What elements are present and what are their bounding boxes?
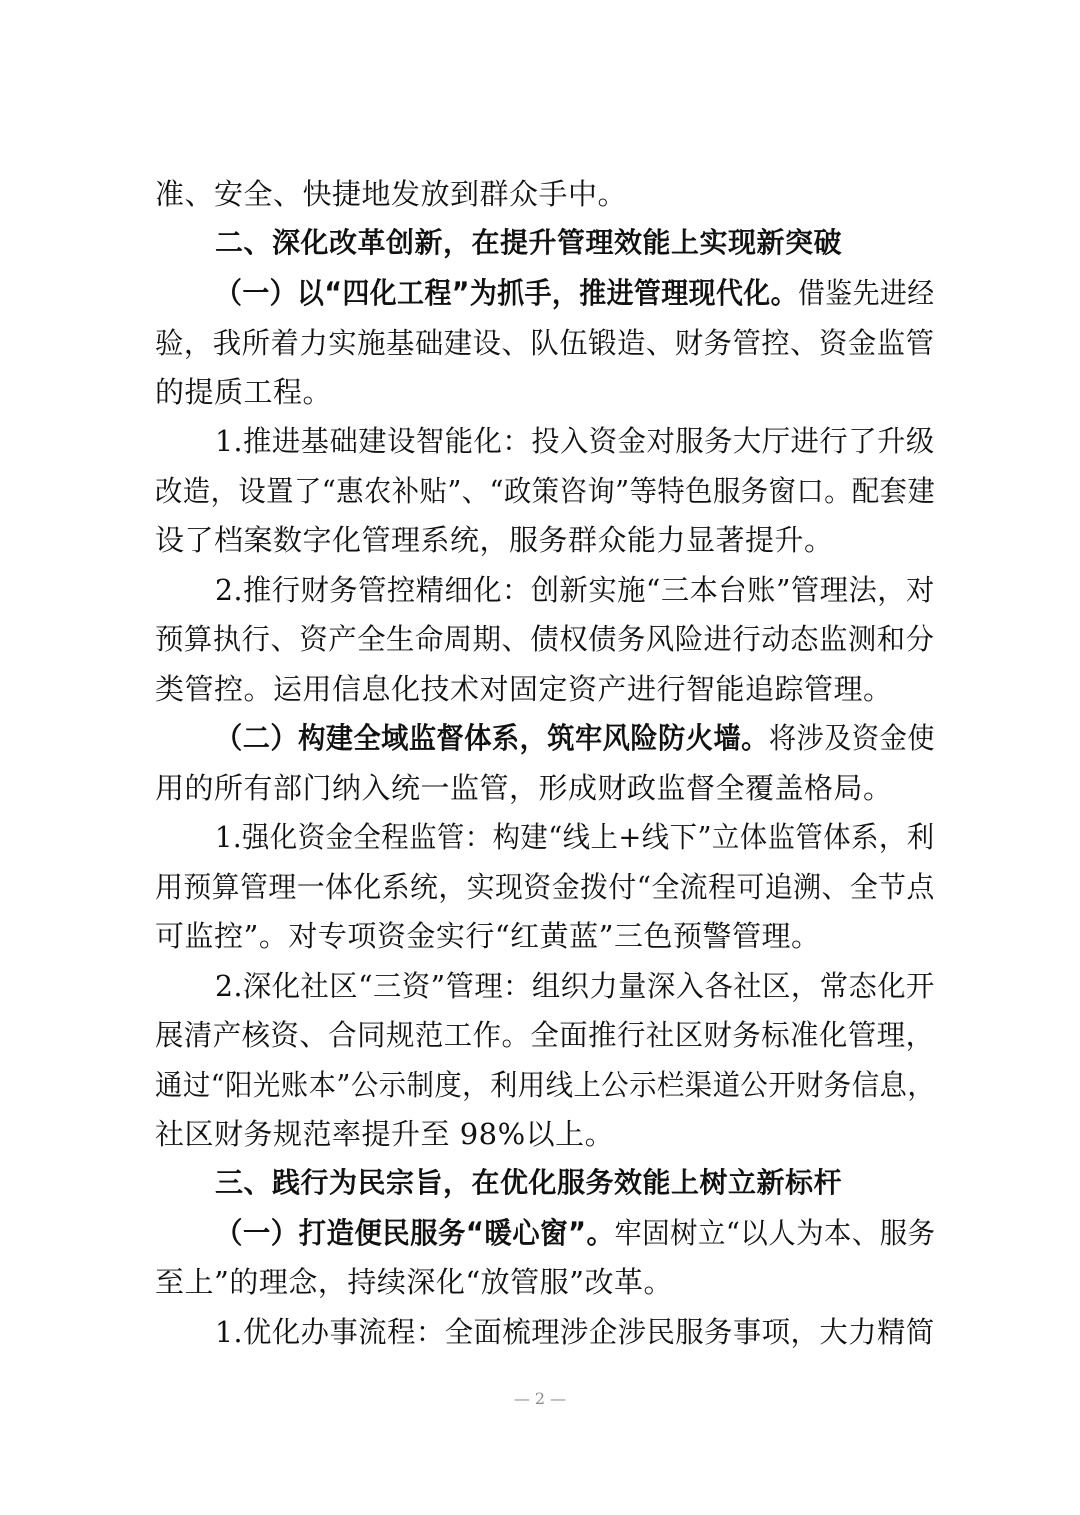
paragraph-line: 通过“阳光账本”公示制度，利用线上公示栏渠道公开财务信息，: [155, 1068, 936, 1102]
paragraph-line: [215, 1212, 936, 1254]
paragraph-line: 验，我所着力实施基础建设、队伍锻造、财务管控、资金监管: [155, 326, 935, 360]
paragraph-line: 用的所有部门纳入统一监管，形成财政监督全覆盖格局。: [155, 771, 893, 805]
paragraph-line: 预算执行、资产全生命周期、债权债务风险进行动态监测和分: [155, 622, 935, 656]
section-heading-2: 二、深化改革创新，在提升管理效能上实现新突破: [215, 226, 843, 259]
subsection-heading-2-1: （一）以“四化工程”为抓手，推进管理现代化。: [215, 276, 798, 310]
subsection-heading-3-1: （一）打造便民服务“暖心窗”。: [215, 1216, 615, 1250]
paragraph-line: 2.深化社区“三资”管理：组织力量深入各社区，常态化开: [215, 969, 935, 1003]
paragraph-line: 社区财务规范率提升至 98%以上。: [155, 1117, 615, 1151]
paragraph-line: 1.强化资金全程监管：构建“线上+线下”立体监管体系，利: [215, 820, 935, 854]
paragraph-line: 的提质工程。: [155, 375, 333, 409]
paragraph-line: 可监控”。对专项资金实行“红黄蓝”三色预警管理。: [155, 919, 821, 953]
paragraph-line: 2.推行财务管控精细化：创新实施“三本台账”管理法，对: [215, 573, 935, 607]
section-heading-3: 三、践行为民宗旨，在优化服务效能上树立新标杆: [215, 1166, 843, 1199]
paragraph-line: 准、安全、快捷地发放到群众手中。: [155, 177, 628, 211]
paragraph-line: [215, 717, 936, 759]
paragraph-text: 将涉及资金使: [768, 721, 936, 755]
paragraph-line: 用预算管理一体化系统，实现资金拨付“全流程可追溯、全节点: [155, 870, 935, 904]
paragraph-text: 牢固树立“以人为本、服务: [614, 1216, 936, 1250]
paragraph-text: 借鉴先进经: [797, 276, 935, 310]
paragraph-line: 展清产核资、合同规范工作。全面推行社区财务标准化管理，: [155, 1018, 935, 1052]
paragraph-line: 设了档案数字化管理系统，服务群众能力显著提升。: [155, 523, 834, 557]
paragraph-line: 至上”的理念，持续深化“放管服”改革。: [155, 1265, 673, 1299]
paragraph-line: 1.优化办事流程：全面梳理涉企涉民服务事项，大力精简: [215, 1315, 935, 1349]
paragraph-line: 类管控。运用信息化技术对固定资产进行智能追踪管理。: [155, 672, 893, 706]
subsection-heading-2-2: （二）构建全域监督体系，筑牢风险防火墙。: [215, 721, 769, 755]
paragraph-line: 改造，设置了“惠农补贴”、“政策咨询”等特色服务窗口。配套建: [155, 474, 936, 508]
page-number: — 2 —: [513, 1389, 567, 1408]
paragraph-line: 1.推进基础建设智能化：投入资金对服务大厅进行了升级: [215, 424, 935, 458]
paragraph-line: [215, 272, 935, 314]
